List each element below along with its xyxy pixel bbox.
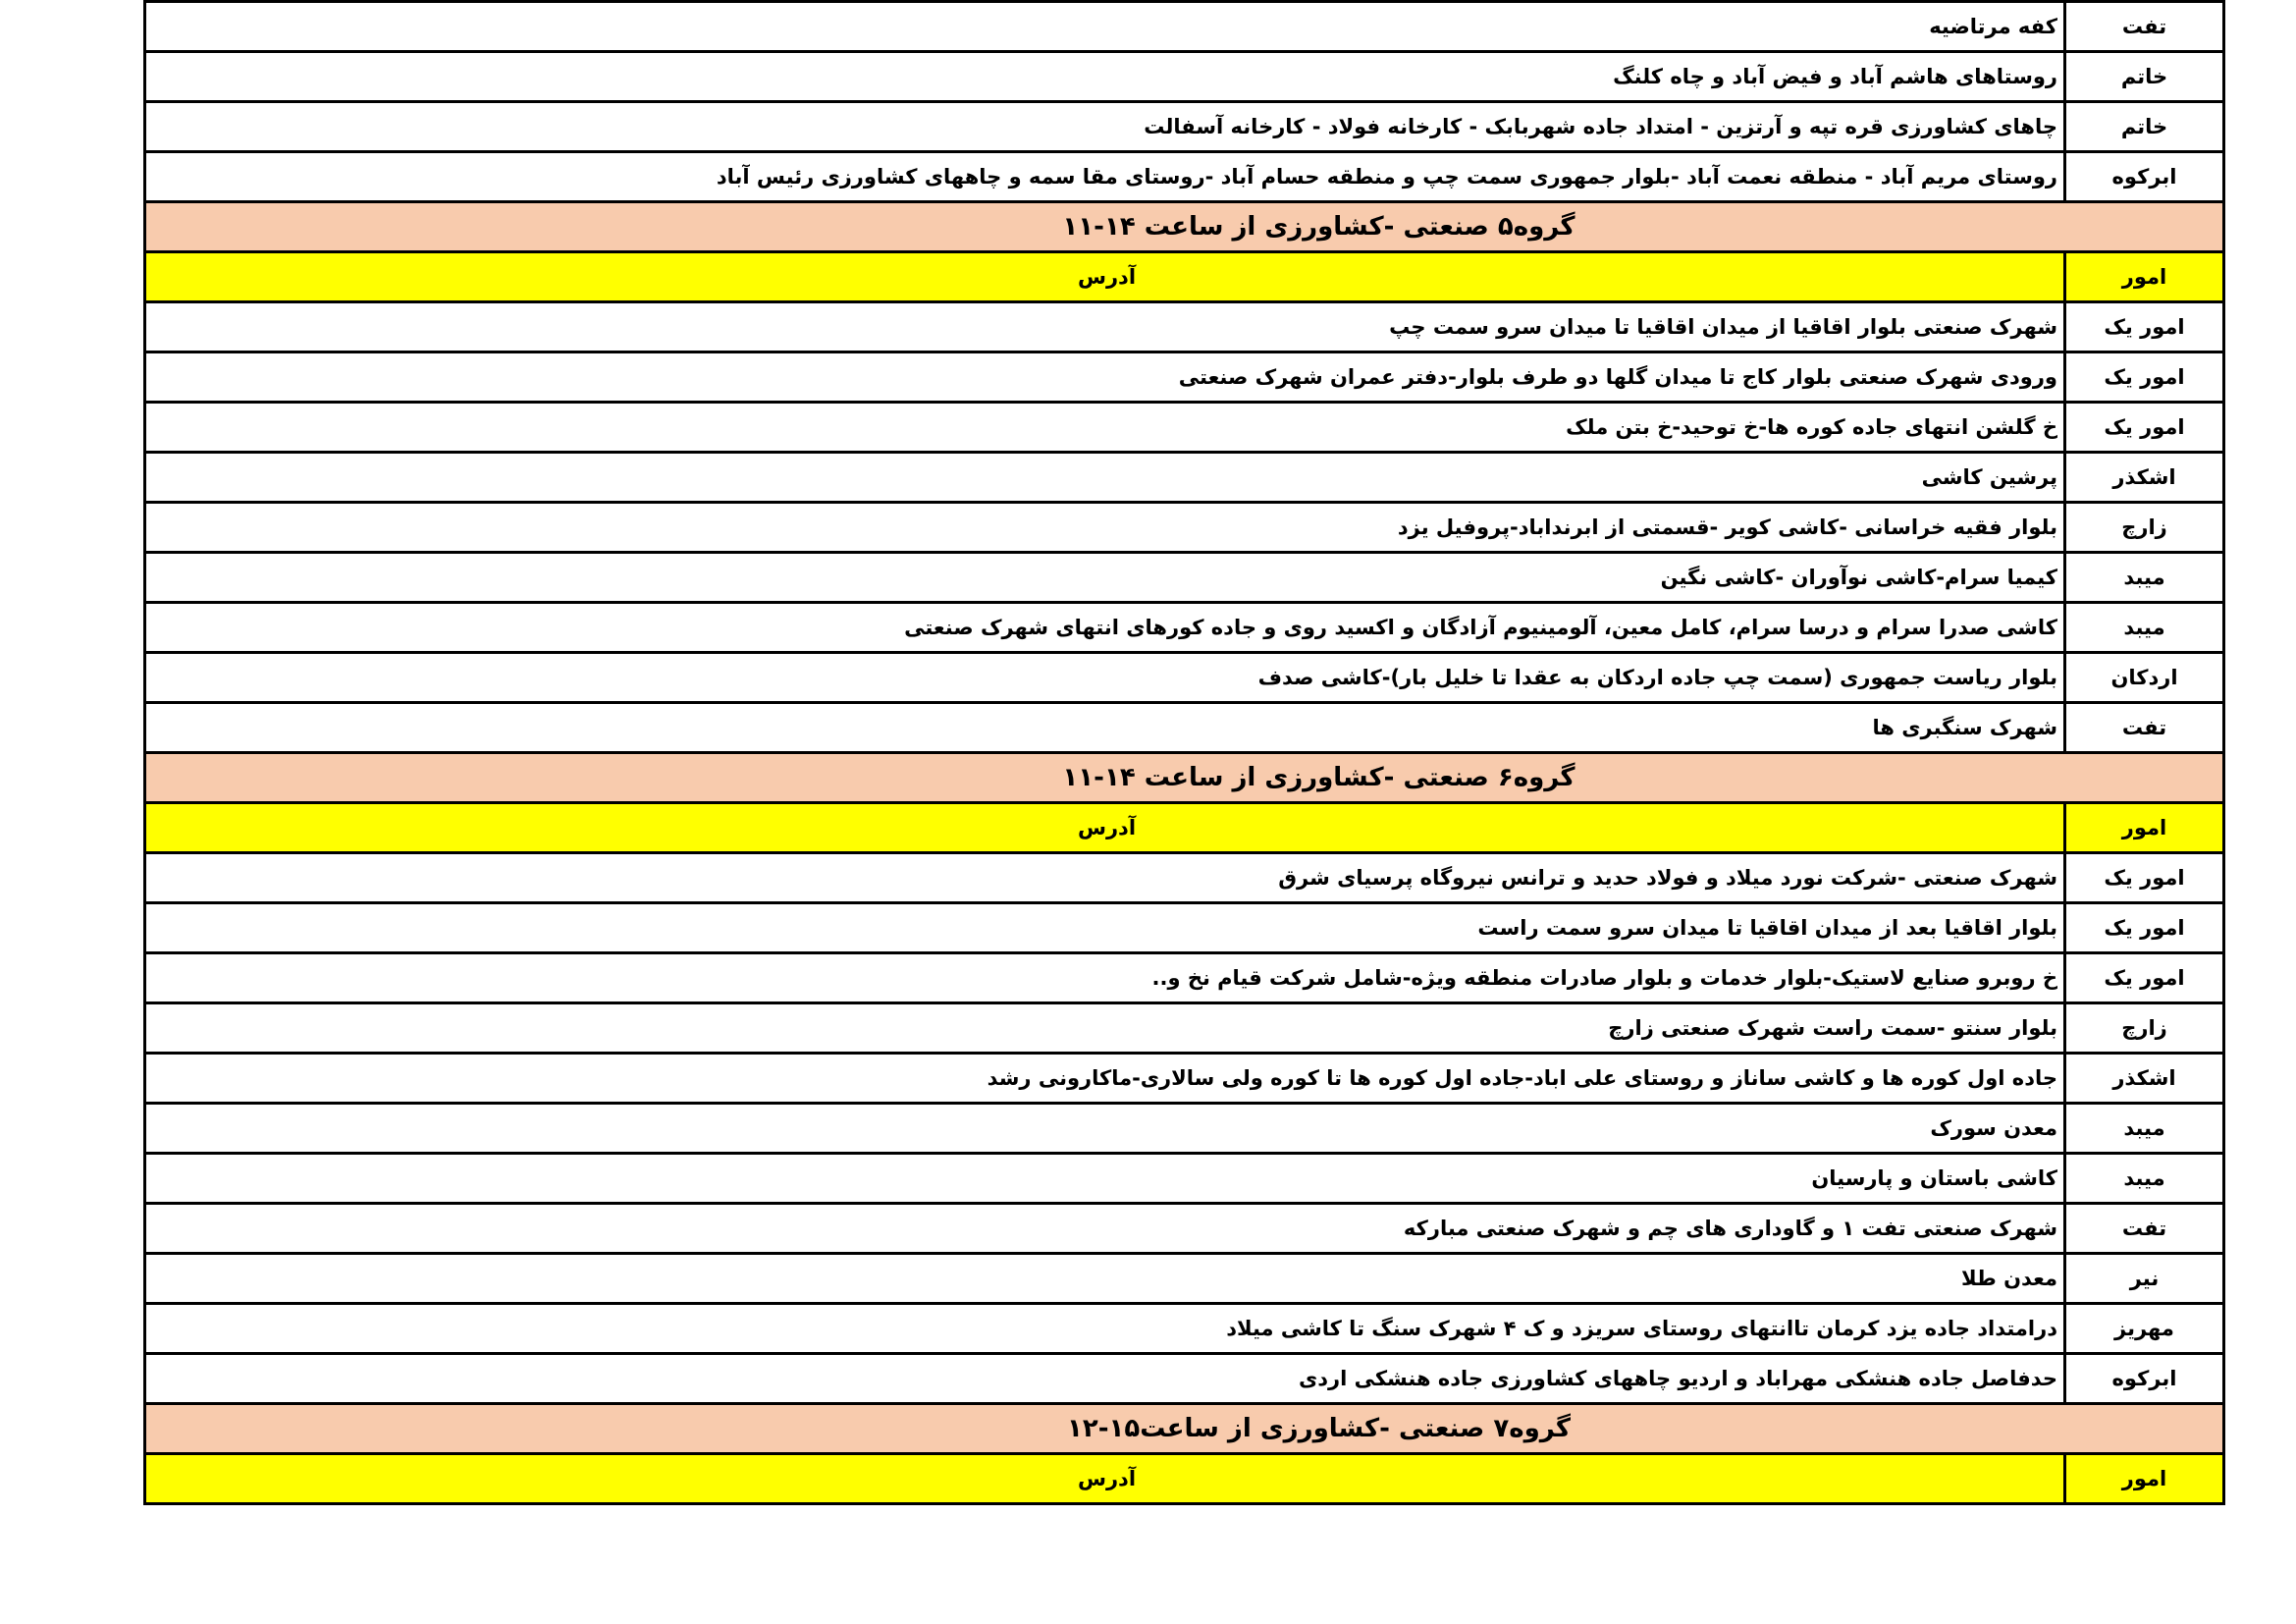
- address-cell: ورودی شهرک صنعتی بلوار کاج تا میدان گلها دو طرف بلوار-دفتر عمران شهرک صنعتی: [145, 352, 2065, 403]
- table-row: [145, 1254, 2224, 1304]
- table-row: [145, 903, 2224, 953]
- area-cell: امور یک: [2065, 302, 2224, 352]
- address-cell: خ روبرو صنایع لاستیک-بلوار خدمات و بلوار صادرات منطقه ویژه-شامل شرکت قیام نخ و..: [145, 953, 2065, 1003]
- column-header-row: [145, 1454, 2224, 1504]
- area-cell: امور یک: [2065, 903, 2224, 953]
- group-title: گروه۶ صنعتی -کشاورزی از ساعت ۱۴-۱۱: [145, 753, 2224, 803]
- table-row: [145, 1003, 2224, 1054]
- table-row: [145, 352, 2224, 403]
- address-cell: بلوار ریاست جمهوری (سمت چپ جاده اردکان به عقدا تا خلیل بار)-کاشی صدف: [145, 653, 2065, 703]
- address-cell: کاشی صدرا سرام و درسا سرام، کامل معین، آلومینیوم آزادگان و اکسید روی و جاده کورهای انتهای شهرک صنعتی: [145, 603, 2065, 653]
- address-cell: شهرک صنعتی تفت ۱ و گاوداری های چم و شهرک صنعتی مبارکه: [145, 1204, 2065, 1254]
- address-cell: بلوار سنتو -سمت راست شهرک صنعتی زارچ: [145, 1003, 2065, 1054]
- table-row: [145, 553, 2224, 603]
- table-row: [145, 503, 2224, 553]
- address-column-header: آدرس: [145, 803, 2065, 853]
- address-cell: بلوار فقیه خراسانی -کاشی کویر -قسمتی از ابرنداباد-پروفیل یزد: [145, 503, 2065, 553]
- table-row: [145, 1304, 2224, 1354]
- table-row: [145, 52, 2224, 102]
- group-title-row: [145, 202, 2224, 252]
- group-title-row: [145, 753, 2224, 803]
- address-cell: درامتداد جاده یزد کرمان تاانتهای روستای سریزد و ک ۴ شهرک سنگ تا کاشی میلاد: [145, 1304, 2065, 1354]
- table-row: [145, 1204, 2224, 1254]
- area-cell: زارچ: [2065, 1003, 2224, 1054]
- area-cell: میبد: [2065, 603, 2224, 653]
- address-cell: کاشی باستان و پارسیان: [145, 1154, 2065, 1204]
- table-row: [145, 703, 2224, 753]
- area-cell: تفت: [2065, 2, 2224, 52]
- address-cell: بلوار اقاقیا بعد از میدان اقاقیا تا میدان سرو سمت راست: [145, 903, 2065, 953]
- address-cell: شهرک صنعتی -شرکت نورد میلاد و فولاد حدید و ترانس نیروگاه پرسیای شرق: [145, 853, 2065, 903]
- address-column-header: آدرس: [145, 252, 2065, 302]
- address-cell: روستای مریم آباد - منطقه نعمت آباد -بلوار جمهوری سمت چپ و منطقه حسام آباد -روستای مقا سمه و چاههای کشاورزی رئیس آباد: [145, 152, 2065, 202]
- table-body: [145, 2, 2224, 1504]
- table-row: [145, 403, 2224, 453]
- table-row: [145, 302, 2224, 352]
- table-row: [145, 453, 2224, 503]
- area-cell: مهریز: [2065, 1304, 2224, 1354]
- table-row: [145, 102, 2224, 152]
- area-cell: اردکان: [2065, 653, 2224, 703]
- area-cell: ابرکوه: [2065, 152, 2224, 202]
- area-cell: زارچ: [2065, 503, 2224, 553]
- table-row: [145, 1354, 2224, 1404]
- area-cell: میبد: [2065, 553, 2224, 603]
- table-row: [145, 853, 2224, 903]
- table-row: [145, 653, 2224, 703]
- area-cell: ابرکوه: [2065, 1354, 2224, 1404]
- table-row: [145, 1154, 2224, 1204]
- table-row: [145, 1104, 2224, 1154]
- area-cell: خاتم: [2065, 102, 2224, 152]
- table-row: [145, 152, 2224, 202]
- area-cell: تفت: [2065, 703, 2224, 753]
- area-cell: میبد: [2065, 1104, 2224, 1154]
- column-header-row: [145, 803, 2224, 853]
- address-cell: خ گلشن انتهای جاده کوره ها-خ توحید-خ بتن ملک: [145, 403, 2065, 453]
- table-row: [145, 2, 2224, 52]
- area-column-header: امور: [2065, 1454, 2224, 1504]
- address-cell: معدن سورک: [145, 1104, 2065, 1154]
- area-cell: تفت: [2065, 1204, 2224, 1254]
- address-cell: شهرک سنگبری ها: [145, 703, 2065, 753]
- area-cell: نیر: [2065, 1254, 2224, 1304]
- column-header-row: [145, 252, 2224, 302]
- area-cell: اشکذر: [2065, 453, 2224, 503]
- area-cell: امور یک: [2065, 853, 2224, 903]
- address-cell: چاهای کشاورزی قره تپه و آرتزین - امتداد جاده شهربابک - کارخانه فولاد - کارخانه آسفالت: [145, 102, 2065, 152]
- area-column-header: امور: [2065, 803, 2224, 853]
- address-cell: پرشین کاشی: [145, 453, 2065, 503]
- address-cell: کیمیا سرام-کاشی نوآوران -کاشی نگین: [145, 553, 2065, 603]
- area-cell: اشکذر: [2065, 1054, 2224, 1104]
- area-cell: امور یک: [2065, 953, 2224, 1003]
- area-cell: میبد: [2065, 1154, 2224, 1204]
- group-title: گروه۷ صنعتی -کشاورزی از ساعت۱۵-۱۲: [145, 1404, 2224, 1454]
- group-title-row: [145, 1404, 2224, 1454]
- address-cell: حدفاصل جاده هنشکی مهراباد و اردیو چاههای کشاورزی جاده هنشکی اردی: [145, 1354, 2065, 1404]
- address-cell: جاده اول کوره ها و کاشی ساناز و روستای علی اباد-جاده اول کوره ها تا کوره ولی سالاری-ماکارونی رشد: [145, 1054, 2065, 1104]
- table-row: [145, 1054, 2224, 1104]
- group-title: گروه۵ صنعتی -کشاورزی از ساعت ۱۴-۱۱: [145, 202, 2224, 252]
- outage-schedule-table: [143, 0, 2225, 1505]
- address-cell: روستاهای هاشم آباد و فیض آباد و چاه کلنگ: [145, 52, 2065, 102]
- address-cell: شهرک صنعتی بلوار اقاقیا از میدان اقاقیا تا میدان سرو سمت چپ: [145, 302, 2065, 352]
- area-cell: خاتم: [2065, 52, 2224, 102]
- address-column-header: آدرس: [145, 1454, 2065, 1504]
- area-column-header: امور: [2065, 252, 2224, 302]
- address-cell: کفه مرتاضیه: [145, 2, 2065, 52]
- table-row: [145, 603, 2224, 653]
- area-cell: امور یک: [2065, 403, 2224, 453]
- address-cell: معدن طلا: [145, 1254, 2065, 1304]
- area-cell: امور یک: [2065, 352, 2224, 403]
- schedule-sheet: [143, 0, 2222, 1505]
- table-row: [145, 953, 2224, 1003]
